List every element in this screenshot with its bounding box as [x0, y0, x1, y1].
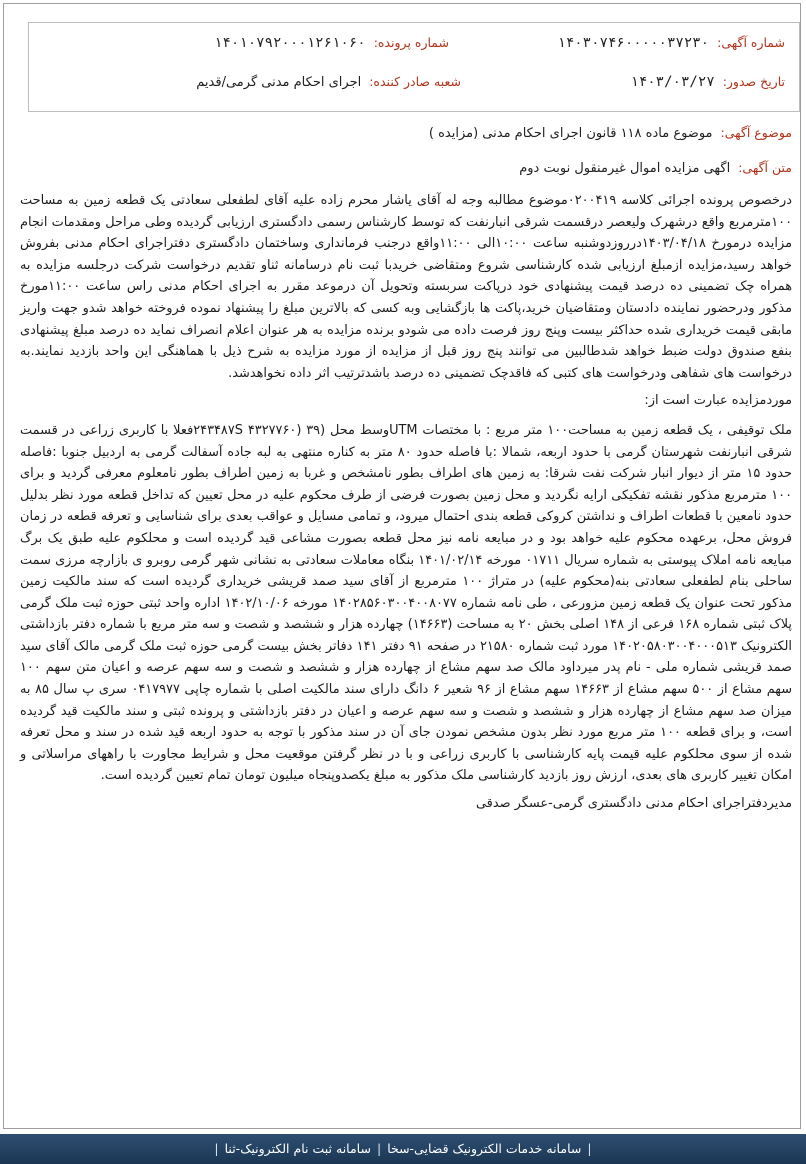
- text-title-value: اگهی مزایده اموال غیرمنقول نوبت دوم: [519, 161, 731, 176]
- case-number: ۱۴۰۱۰۷۹۲۰۰۰۱۲۶۱۰۶۰: [214, 35, 366, 51]
- paragraph-intro: درخصوص پرونده اجرائی کلاسه ۰۲۰۰۴۱۹موضوع مطالبه وجه له آقای یاشار محرم زاده علیه آقای لطفعلی سعادتی یک قطعه زمین به مساحت ۱۰۰مترمربع واقع درشهرک ولیعصر درقسمت شرقی انبارنفت که توسط کارشناس رسمی دادگستری ارزیابی گردیده وطی مراحل ومقدمات انجام مزایده درمورخ ۱۴۰۳/۰۴/۱۸درروزدوشنبه ساعت ۱۰:۰۰الی ۱۱:۰۰واقع درجنب فرمانداری وساختمان دادگستری دفتراجرای احکام مدنی بفروش خواهد رسید،مزایده ازمبلغ ارزیابی شده کارشناسی شروع ومتقاضی خریدبا ثبت نام درسامانه ثناو تقدیم درخواست شرکت درجلسه مزایده به همراه چک تضمینی ده درصد قیمت پیشنهادی خود درپاکت سربسته وتحویل آن درموعد مقرر به اجرای احکام مدنی راس ساعت ۱۱:۰۰مورخ مذکور ودرحضور نماینده دادستان ومتقاضیان خرید،پاکت ها بازگشایی وبه کسی که بالاترین مبلغ را پیشنهاد نموده فروخته خواهد شدو جهت واریز مابقی قیمت خریداری شده حداکثر بیست وپنج روز فرصت داده می شودو برنده مزایده به هر عنوان اعلام انصراف نماید ده درصد مبلغ پیشنهادی بنفع صندوق دولت ضبط خواهد شدطالبین می توانند پنج روز قبل از مزایده از مورد مزایده به شرح ذیل با هماهنگی این واحد بازدید نمایند.به درخواست های شفاهی ودرخواست های کتبی که فاقدچک تضمینی ده درصد باشدترتیب اثر داده نخواهدشد.: [20, 193, 792, 381]
- text-title-label: متن آگهی:: [738, 160, 792, 175]
- notice-body: [20, 190, 792, 815]
- ad-number: ۱۴۰۳۰۷۴۶۰۰۰۰۰۳۷۲۳۰: [557, 35, 710, 51]
- ad-number-row: [557, 35, 785, 51]
- branch-name: اجرای احکام مدنی گرمی/قدیم: [196, 75, 362, 90]
- footer-link-sana[interactable]: سامانه ثبت نام الکترونیک-ثنا: [224, 1141, 371, 1156]
- paragraph-property-description: ملک توقیفی ، یک قطعه زمین به مساحت۱۰۰ متر مربع : با مختصات UTMوسط محل (۳۹ (۴۳۲۷۷۶۰ ۲۴۳۴۸۷Sفعلا با کاربری زراعی در قسمت شرقی انبارنفت شهرستان گرمی با حدود اربعه، شمالا :با فاصله حدود ۸۰ متر به کناره منتهی به لبه جاده آسفالت گرمی به اردبیل جنوبا :فاصله حدود ۱۵ متر از دیوار انبار شرکت نفت شرقا: به زمین های اطراف بطور نامشخص و غربا به زمین اطراف بطور نامعلوم معرفی گردید و برای ۱۰۰ مترمربع مذکور نقشه تفکیکی ارایه نگردید و محل زمین بصورت فرضی از طرف محکوم علیه در محل تعیین که تداخل قطعه مورد نظر بدلیل حدود نامعین با قطعات اطراف و نداشتن کروکی قطعه بندی احتمال میرود، و تمامی مسایل و عواقب بعدی برای شناسایی و تعرفه قطعه در زمان فروش محل، برعهده محکوم علیه خواهد بود و در مبایعه نامه نیز محل قطعه بصورت مشاعی قید گردیده است و محلکوم علیه طبق یک برگ مبایعه نامه املاک پیوستی به شماره سریال ۰۱۷۱۱ مورخه ۱۴۰۱/۰۲/۱۴ بنگاه معاملات سعادتی به نشانی شهر گرمی روبرو ی بازارچه مرزی سمت ساحلی بنام لطفعلی سعادتی بنه(محکوم علیه) در متراژ ۱۰۰ مترمربع از آقای سید صمد قریشی خریداری گردیده است که سند مالکیت زمین مذکور تحت عنوان یک قطعه زمین مزورعی ، طی نامه شماره ۱۴۰۲۸۵۶۰۳۰۰۴۰۰۸۰۷۷ مورخه ۱۴۰۲/۱۰/۰۶ اداره واحد ثبتی حوزه ثبت ملک گرمی پلاک ثبتی شماره ۱۶۸ فرعی از ۱۴۸ اصلی بخش ۲۰ به مساحت (۱۴۶۶۳) چهارده هزار و ششصد و شصت و سه متر مربع با شماره دفتر بازداشتی الکترونیک ۱۴۰۲۰۵۸۰۳۰۰۴۰۰۰۵۱۳ مورد ثبت شماره ۲۱۵۸۰ در صفحه ۹۱ دفتر ۱۴۱ دفاتر بخش بیست گرمی حوزه ثبت ملک گرمی مالک آقای سید صمد قریشی شماره ملی - نام پدر میرداود مالک صد سهم مشاع از چهارده هزار و ششصد و شصت و سه سهم عرصه و اعیان متن سهم ۱۰۰ سهم مشاع از ۵۰۰ سهم مشاع از ۱۴۶۶۳ سهم مشاع از ۹۶ شعیر ۶ دانگ دارای سند مالکیت اصلی با شماره چاپی ۰۴۱۷۹۷۷ سری پ سال ۸۵ به میزان صد سهم مشاع از چهارده هزار و ششصد و شصت و سه سهم عرصه و اعیان در دفتر بازداشتی و پرونده ثبتی و سند مالکیت قید گردیده است، و برای قطعه ۱۰۰ متر مربع مورد نظر بدون مشخص نمودن جای آن در سند مذکور با توجه به حدود اربعه قید شده در سند و محل تعرفه شده از سوی محلکوم علیه قیمت پایه کارشناسی با کاربری زراعی و با در نظر گرفتن موقعیت محل و شرایط مجاورت با راههای مراسلاتی و امکان تغییر کاربری های بعدی، ارزش روز بازدید کارشناسی ملک مذکور به مبلغ یکصدوپنجاه میلیون تومان تمام تعیین گردیده است.: [20, 422, 793, 784]
- case-number-label: شماره پرونده:: [373, 35, 449, 50]
- footer-link-sakha[interactable]: سامانه خدمات الکترونیک قضایی-سخا: [387, 1141, 582, 1156]
- ad-number-label: شماره آگهی:: [717, 35, 785, 50]
- issue-date-label: تاریخ صدور:: [722, 74, 785, 89]
- subject-row: [429, 125, 792, 141]
- footer-bar: |سامانه خدمات الکترونیک قضایی-سخا|سامانه ثبت نام الکترونیک-ثنا|: [0, 1134, 806, 1164]
- issue-date: ۱۴۰۳/۰۳/۲۷: [630, 74, 715, 90]
- text-title-row: [519, 160, 792, 176]
- issue-date-row: [630, 74, 785, 90]
- case-number-row: [214, 35, 449, 51]
- paragraph-subject-heading: موردمزایده عبارت است از:: [644, 393, 792, 409]
- branch-row: [196, 74, 461, 90]
- notice-header: [28, 22, 800, 112]
- subject-value: موضوع ماده ۱۱۸ قانون اجرای احکام مدنی (مزایده ): [428, 126, 713, 141]
- subject-label: موضوع آگهی:: [720, 125, 792, 140]
- branch-label: شعبه صادر کننده:: [369, 74, 461, 89]
- paragraph-signature: مدیردفتراجرای احکام مدنی دادگستری گرمی-عسگر صدقی: [475, 796, 792, 812]
